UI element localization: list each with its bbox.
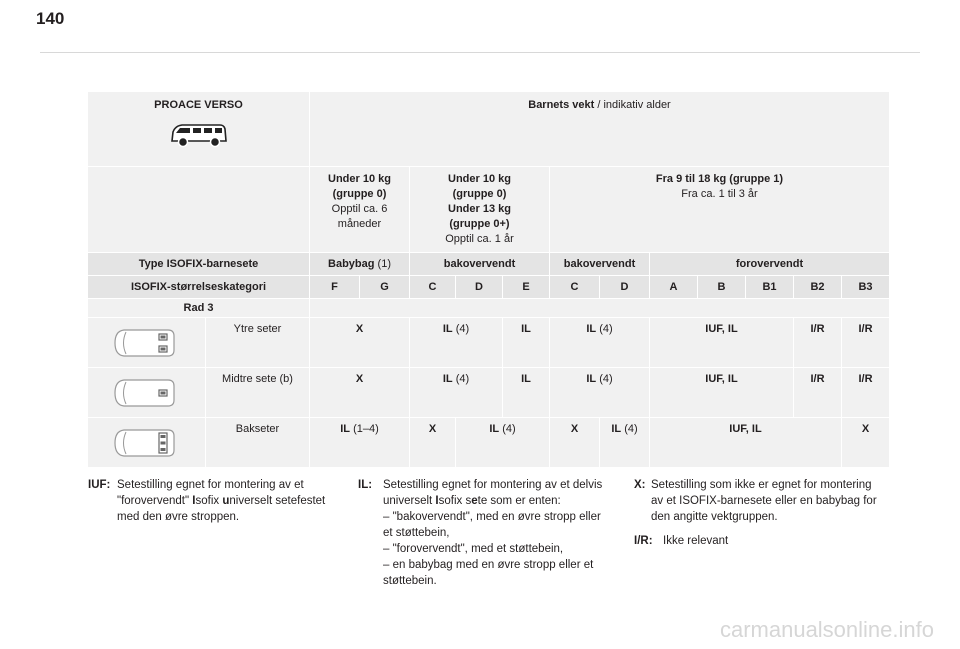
page-number: 140 [36,9,65,28]
legend-il-key: IL: [358,479,373,491]
cell-bold: IL [442,323,453,335]
weight-header-bold: Barnets vekt [528,99,595,111]
legend-text: niverselt setefestet [229,495,326,507]
row-back-c4: X [550,418,600,468]
legend-text-bold: e [471,495,478,507]
size-cell: E [503,276,550,299]
type-babybag [310,253,410,276]
size-cell: C [410,276,456,299]
row-middle-c3: IL [503,368,550,418]
legend-text: Setestilling egnet for montering av et delvis [383,479,603,491]
group-2-rest: Opptil ca. 1 år [445,233,514,245]
group-2-cell [410,167,550,253]
cell-rest: (4) [452,323,470,335]
legend-text: te som er enten: [477,495,561,507]
legend-text: den angitte vektgruppen. [651,511,778,523]
legend-text: – "forovervendt", med et støttebein, [383,543,564,555]
cell-rest: (1–4) [350,423,379,435]
legend-text: støttebein. [383,575,437,587]
header-rule [40,52,920,53]
row-middle-c2 [410,368,503,418]
legend-iuf [88,477,348,537]
legend-ir [634,533,894,553]
model-label: PROACE VERSO [154,99,243,111]
size-label: ISOFIX-størrelseskategori [88,276,310,299]
weight-header-rest: / indikativ alder [594,99,671,111]
row-middle-c1: X [310,368,410,418]
legend-x [634,477,894,537]
size-cell: D [456,276,503,299]
row-back-c2: X [410,418,456,468]
legend-text: sofix s [438,495,472,507]
model-cell [88,92,310,167]
row-back-c3 [456,418,550,468]
type-bakovervendt-1: bakovervendt [410,253,550,276]
row-3-blank [310,299,890,318]
group-2-bold: Under 10 kg (gruppe 0) Under 13 kg (gruppe 0+) [448,173,511,230]
row-middle-c6: I/R [794,368,842,418]
row-back-c1 [310,418,410,468]
babybag-rest: (1) [374,258,391,270]
row-middle-c4 [550,368,650,418]
legend-text: Setestilling egnet for montering av et [117,479,304,491]
group-1-bold: Under 10 kg (gruppe 0) [328,173,391,200]
legend-line [383,493,623,509]
legend-text: – en babybag med en øvre stropp eller et [383,559,594,571]
size-cell: B2 [794,276,842,299]
cell-rest: (4) [452,373,470,385]
legend-text: – "bakovervendt", med en øvre stropp eller [383,511,601,523]
row-outer-c4 [550,318,650,368]
size-cell: C [550,276,600,299]
cell-bold: IL [586,373,597,385]
cell-bold: IL [586,323,597,335]
row-back-c7: X [842,418,890,468]
legend-text: Setestilling som ikke er egnet for montering [651,479,872,491]
babybag-bold: Babybag [328,258,375,270]
blank-cell [88,167,310,253]
weight-header [310,92,890,167]
row-back-label: Bakseter [206,418,310,468]
legend-text-bold: I [192,495,196,507]
group-3-cell [550,167,890,253]
group-1-rest: Opptil ca. 6 måneder [331,203,388,230]
cell-rest: (4) [596,323,613,335]
van-icon [170,123,228,149]
type-bakovervendt-2: bakovervendt [550,253,650,276]
cell-bold: IL [340,423,351,435]
legend-il [358,477,618,597]
legend-text: Ikke relevant [663,535,729,547]
cell-bold: IL [442,373,453,385]
size-cell: B1 [746,276,794,299]
row-back-c5 [600,418,650,468]
van-top-outer-seats-icon [88,318,206,368]
row-outer-label: Ytre seter [206,318,310,368]
size-cell: B3 [842,276,890,299]
legend-ir-key: I/R: [634,535,653,547]
legend-x-key: X: [634,479,646,491]
legend-line [117,493,349,509]
row-outer-c7: I/R [842,318,890,368]
legend-text: "forovervendt" [117,495,193,507]
row-3-label: Rad 3 [88,299,310,318]
row-outer-c3: IL [503,318,550,368]
row-outer-c1: X [310,318,410,368]
legend-iuf-key: IUF: [88,479,111,491]
legend-text-bold: I [435,495,439,507]
size-cell: F [310,276,360,299]
van-top-back-seats-icon [88,418,206,468]
cell-bold: IL [489,423,500,435]
row-back-c6: IUF, IL [650,418,842,468]
size-cell: D [600,276,650,299]
row-outer-c6: I/R [794,318,842,368]
size-cell: B [698,276,746,299]
cell-rest: (4) [621,423,638,435]
row-middle-c7: I/R [842,368,890,418]
row-outer-c5: IUF, IL [650,318,794,368]
legend-text: et støttebein, [383,527,450,539]
row-middle-label: Midtre sete (b) [206,368,310,418]
row-middle-c5: IUF, IL [650,368,794,418]
legend-text: med den øvre stroppen. [117,511,240,523]
cell-rest: (4) [499,423,516,435]
size-cell: A [650,276,698,299]
group-1-cell [310,167,410,253]
row-outer-c2 [410,318,503,368]
cell-rest: (4) [596,373,613,385]
legend-text-bold: u [222,495,230,507]
type-forovervendt: forovervendt [650,253,890,276]
legend-text: sofix [195,495,223,507]
watermark[interactable]: carmanualsonline.info [719,617,934,642]
cell-bold: IL [611,423,622,435]
van-top-middle-seat-icon [88,368,206,418]
size-cell: G [360,276,410,299]
group-3-bold: Fra 9 til 18 kg (gruppe 1) [655,173,784,185]
group-3-rest: Fra ca. 1 til 3 år [681,188,758,200]
legend-text: av et ISOFIX-barnesete eller en babybag for [651,495,877,507]
type-label: Type ISOFIX-barnesete [88,253,310,276]
legend-text: universelt [383,495,436,507]
